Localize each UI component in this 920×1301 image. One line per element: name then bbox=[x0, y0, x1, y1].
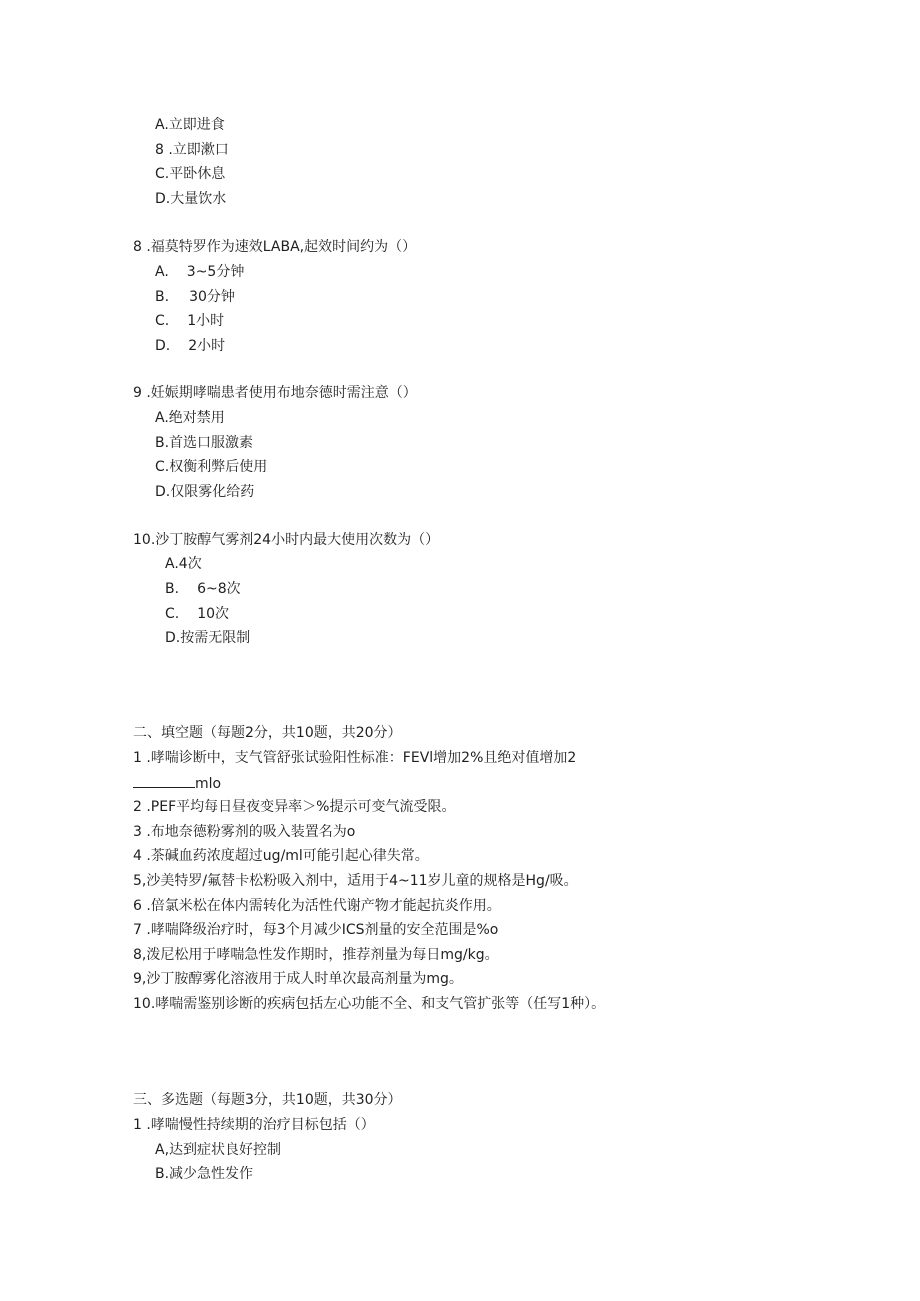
multi-q1-option-b: B.减少急性发作 bbox=[155, 1166, 254, 1182]
q10-option-b-letter: B. bbox=[165, 581, 180, 597]
q9-stem: 9 .妊娠期哮喘患者使用布地奈德时需注意（） bbox=[133, 385, 417, 401]
fill-item-2: 2 .PEF平均每日昼夜变异率＞%提示可变气流受限。 bbox=[133, 799, 456, 815]
q10-option-b bbox=[165, 579, 241, 599]
fill-item-9: 9,沙丁胺醇雾化溶液用于成人时单次最高剂量为mg。 bbox=[133, 971, 463, 987]
q7-option-b: 8 .立即漱口 bbox=[155, 142, 229, 158]
q10-option-c-letter: C. bbox=[165, 606, 180, 622]
q7-option-d: D.大量饮水 bbox=[155, 191, 227, 207]
q8-option-d bbox=[155, 336, 225, 356]
q8-option-d-text: 2小时 bbox=[188, 338, 226, 354]
fill-item-4: 4 .茶碱血药浓度超过ug/ml可能引起心律失常。 bbox=[133, 848, 429, 864]
q8-option-d-letter: D. bbox=[155, 338, 171, 354]
q9-option-a: A.绝对禁用 bbox=[155, 410, 225, 426]
fill-item-6: 6 .倍氯米松在体内需转化为活性代谢产物才能起抗炎作用。 bbox=[133, 898, 501, 914]
q8-option-b-letter: B. bbox=[155, 289, 170, 305]
q8-option-c-letter: C. bbox=[155, 313, 170, 329]
q8-option-a-letter: A. bbox=[155, 264, 169, 280]
fill-item-7: 7 .哮喘降级治疗时，每3个月减少ICS剂量的安全范围是%o bbox=[133, 922, 499, 938]
q8-option-b bbox=[155, 287, 235, 307]
multi-q1-stem: 1 .哮喘慢性持续期的治疗目标包括（） bbox=[133, 1117, 375, 1133]
q10-option-c bbox=[165, 604, 229, 624]
fill-item-3: 3 .布地奈德粉雾剂的吸入装置名为o bbox=[133, 824, 356, 840]
fill-item-1-continued bbox=[133, 773, 221, 793]
q9-option-b: B.首选口服激素 bbox=[155, 435, 254, 451]
q10-stem: 10.沙丁胺醇气雾剂24小时内最大使用次数为（） bbox=[133, 532, 440, 548]
q8-option-c-text: 1小时 bbox=[187, 313, 225, 329]
q8-option-c bbox=[155, 311, 224, 331]
fill-item-8: 8,泼尼松用于哮喘急性发作期时，推荐剂量为每日mg∕kg。 bbox=[133, 947, 499, 963]
q9-option-c: C.权衡利弊后使用 bbox=[155, 459, 268, 475]
q7-option-c: C.平卧休息 bbox=[155, 166, 226, 182]
q10-option-a: A.4次 bbox=[165, 556, 202, 572]
section2-heading: 二、填空题（每题2分，共10题，共20分） bbox=[133, 725, 402, 741]
q9-option-d: D.仅限雾化给药 bbox=[155, 484, 255, 500]
multi-q1-option-a: A,达到症状良好控制 bbox=[155, 1142, 282, 1158]
q8-option-a bbox=[155, 262, 244, 282]
section3-heading: 三、多选题（每题3分，共10题，共30分） bbox=[133, 1092, 402, 1108]
q10-option-c-text: 10次 bbox=[197, 606, 230, 622]
q8-stem: 8 .福莫特罗作为速效LABA,起效时间约为（） bbox=[133, 239, 417, 255]
q8-option-b-text: 30分钟 bbox=[189, 289, 235, 305]
q10-option-d: D.按需无限制 bbox=[165, 630, 251, 646]
fill-item-5: 5,沙美特罗/氟替卡松粉吸入剂中，适用于4~11岁儿童的规格是Hg/吸。 bbox=[133, 873, 578, 889]
q8-option-a-text: 3~5分钟 bbox=[186, 264, 245, 280]
fill-item-1: 1 .哮喘诊断中，支气管舒张试验阳性标准：FEVl增加2%且绝对值增加2 bbox=[133, 750, 577, 766]
fill-item-1-unit: mlo bbox=[195, 776, 222, 792]
answer-blank[interactable] bbox=[133, 773, 195, 788]
q10-option-b-text: 6~8次 bbox=[197, 581, 241, 597]
q7-option-a: A.立即进食 bbox=[155, 117, 225, 133]
fill-item-10: 10.哮喘需鉴别诊断的疾病包括左心功能不全、和支气管扩张等（任写1种）。 bbox=[133, 996, 606, 1012]
